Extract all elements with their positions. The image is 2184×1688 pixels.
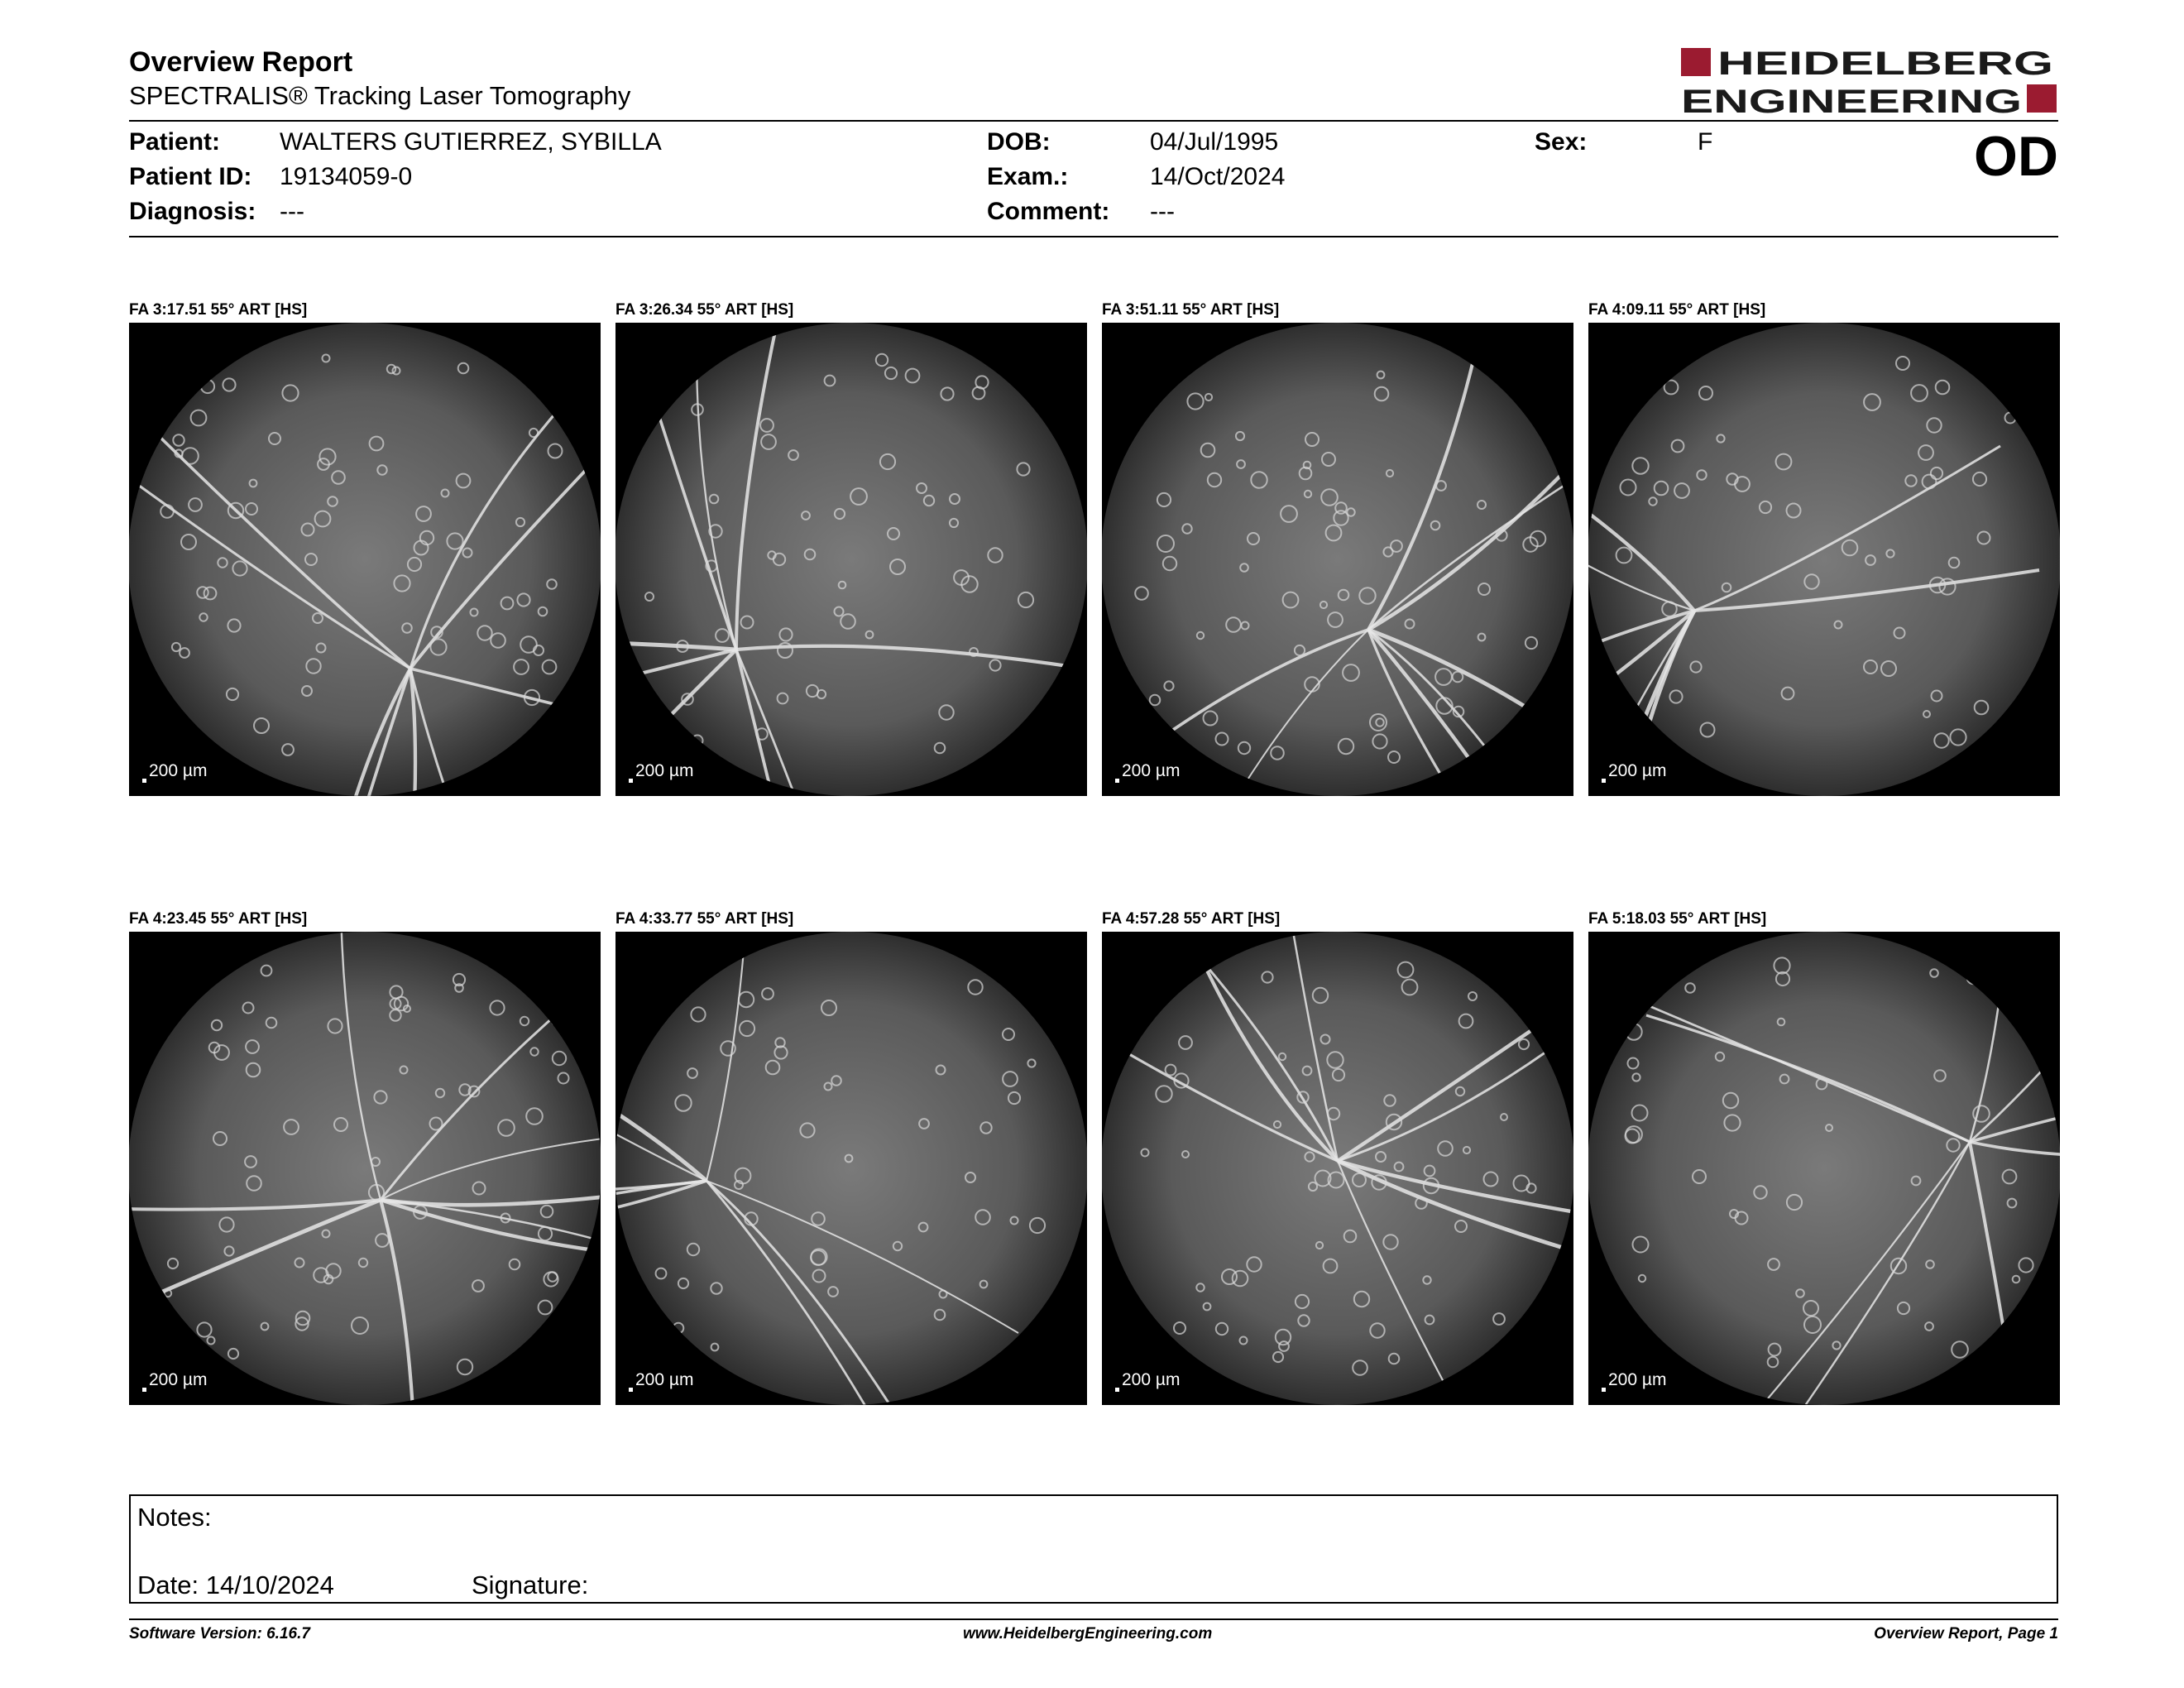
- date-label: Date: 14/10/2024: [137, 1571, 334, 1599]
- logo-line2: ENGINEERING: [1681, 84, 2022, 116]
- scale-bar: [1115, 1388, 1119, 1392]
- scale-bar: [1115, 779, 1119, 783]
- dob-value: 04/Jul/1995: [1150, 128, 1279, 156]
- scale-label: 200 µm: [149, 761, 208, 780]
- fundus-image-graphic: [615, 932, 1087, 1405]
- report-subtitle: SPECTRALIS® Tracking Laser Tomography: [129, 81, 631, 110]
- fundus-image-graphic: [1102, 932, 1573, 1405]
- image-caption: FA 3:17.51 55° ART [HS]: [129, 301, 308, 319]
- eye-indicator: OD: [1974, 125, 2058, 188]
- website: www.HeidelbergEngineering.com: [963, 1625, 1213, 1642]
- fundus-image: [615, 932, 1087, 1405]
- sex-value: F: [1698, 128, 1713, 156]
- header-rule: [129, 120, 2058, 122]
- footer-rule: [129, 1618, 2058, 1620]
- patient-label: Patient:: [129, 128, 221, 156]
- image-caption: FA 5:18.03 55° ART [HS]: [1588, 910, 1767, 928]
- fundus-image-graphic: [1102, 323, 1573, 796]
- fundus-image-graphic: [615, 323, 1087, 796]
- image-caption: FA 4:23.45 55° ART [HS]: [129, 910, 308, 928]
- fundus-image: [1102, 323, 1573, 796]
- scale-bar: [1602, 779, 1606, 783]
- fundus-image-graphic: [129, 323, 601, 796]
- scale-label: 200 µm: [1608, 761, 1667, 780]
- diagnosis-label: Diagnosis:: [129, 198, 256, 225]
- scale-label: 200 µm: [1122, 761, 1181, 780]
- scale-label: 200 µm: [1608, 1370, 1667, 1389]
- scale-bar: [142, 1388, 146, 1392]
- page-number: Overview Report, Page 1: [1874, 1625, 2058, 1642]
- image-caption: FA 3:26.34 55° ART [HS]: [615, 301, 794, 319]
- comment-value: ---: [1150, 198, 1175, 225]
- heidelberg-engineering-logo: [1679, 46, 2060, 116]
- comment-label: Comment:: [987, 198, 1110, 225]
- image-caption: FA 4:33.77 55° ART [HS]: [615, 910, 794, 928]
- dob-label: DOB:: [987, 128, 1051, 156]
- scale-bar: [1602, 1388, 1606, 1392]
- sex-label: Sex:: [1535, 128, 1588, 156]
- scale-label: 200 µm: [149, 1370, 208, 1389]
- scale-label: 200 µm: [1122, 1370, 1181, 1389]
- image-caption: FA 4:57.28 55° ART [HS]: [1102, 910, 1281, 928]
- fundus-image-graphic: [1588, 932, 2060, 1405]
- patient-id-label: Patient ID:: [129, 163, 252, 190]
- software-version: Software Version: 6.16.7: [129, 1625, 310, 1642]
- exam-value: 14/Oct/2024: [1150, 163, 1286, 190]
- scale-label: 200 µm: [635, 761, 694, 780]
- exam-label: Exam.:: [987, 163, 1069, 190]
- patient-id: 19134059-0: [280, 163, 413, 190]
- image-caption: FA 3:51.11 55° ART [HS]: [1102, 301, 1280, 319]
- scale-bar: [142, 779, 146, 783]
- fundus-image: [1588, 932, 2060, 1405]
- fundus-image: [1102, 932, 1573, 1405]
- fundus-image: [1588, 323, 2060, 796]
- fundus-image: [129, 932, 601, 1405]
- fundus-image-graphic: [1588, 323, 2060, 796]
- patient-name: WALTERS GUTIERREZ, SYBILLA: [280, 128, 662, 156]
- logo-line1: HEIDELBERG: [1717, 46, 2053, 82]
- diagnosis-value: ---: [280, 198, 304, 225]
- fundus-image: [129, 323, 601, 796]
- image-caption: FA 4:09.11 55° ART [HS]: [1588, 301, 1766, 319]
- notes-label: Notes:: [137, 1503, 212, 1532]
- scale-bar: [629, 1388, 633, 1392]
- info-rule: [129, 236, 2058, 237]
- fundus-image-graphic: [129, 932, 601, 1405]
- signature-label: Signature:: [472, 1571, 589, 1599]
- notes-box: [129, 1494, 2058, 1604]
- fundus-image: [615, 323, 1087, 796]
- report-title: Overview Report: [129, 46, 353, 78]
- scale-bar: [629, 779, 633, 783]
- scale-label: 200 µm: [635, 1370, 694, 1389]
